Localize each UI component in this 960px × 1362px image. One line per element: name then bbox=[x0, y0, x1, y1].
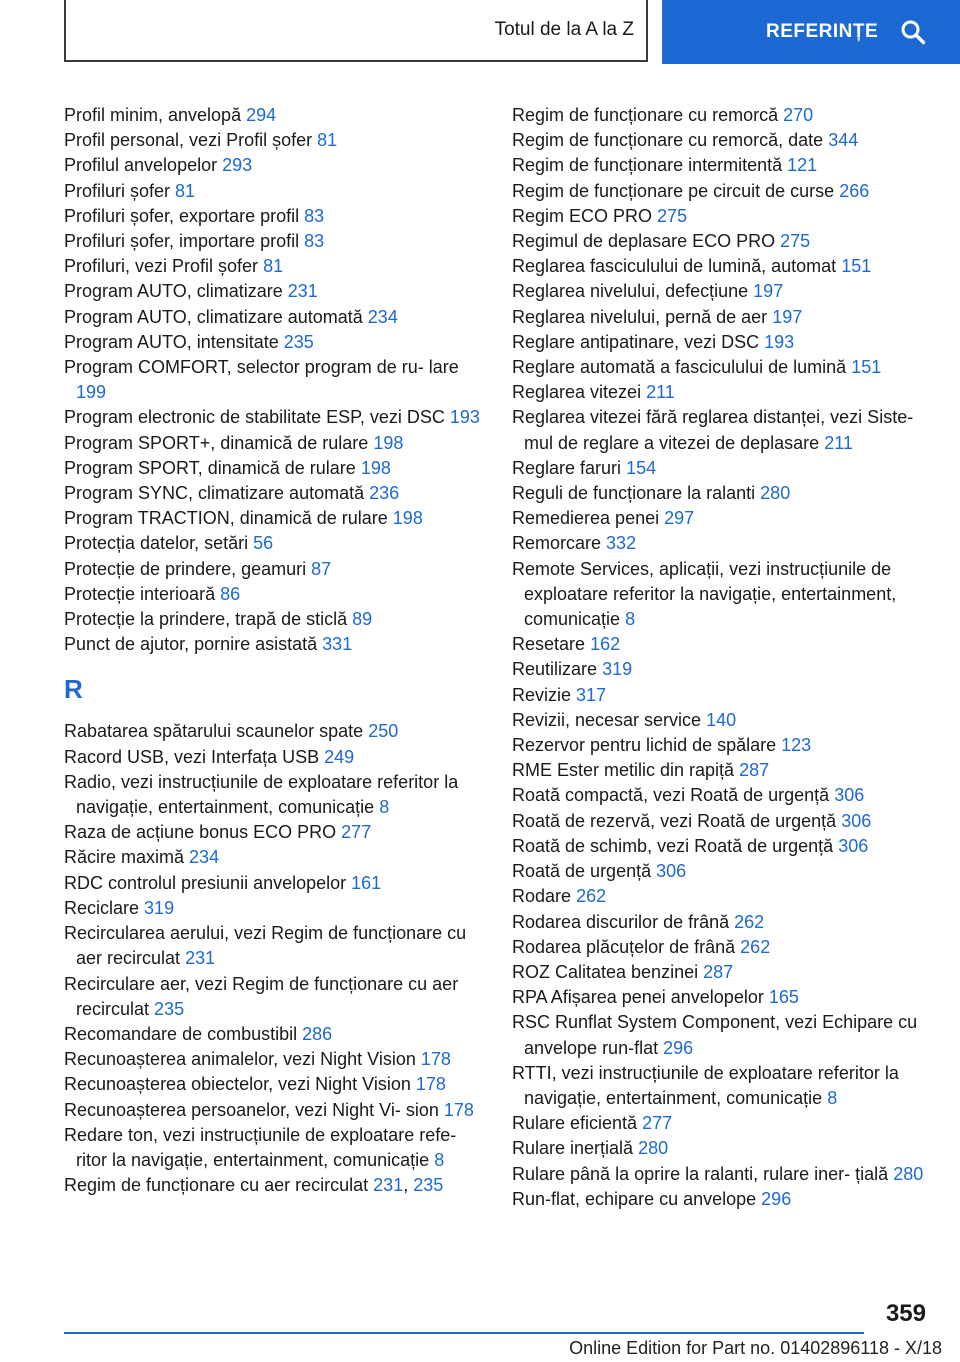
index-entry bbox=[512, 456, 932, 481]
page-link[interactable]: 83 bbox=[304, 205, 325, 226]
index-entry-text: Roată de urgență bbox=[512, 861, 652, 882]
index-entry bbox=[512, 783, 932, 808]
page-link[interactable]: 262 bbox=[734, 911, 765, 932]
index-entry-text: Remote Services, aplicații, vezi instrucțiunile de exploatare referitor la navigație, entertainment, comunicație bbox=[512, 558, 897, 630]
index-letter-heading: R bbox=[64, 674, 83, 705]
page-link[interactable]: 280 bbox=[638, 1138, 669, 1159]
index-entry-text: Program electronic de stabilitate ESP, vezi DSC bbox=[64, 407, 445, 428]
index-entry-text: Racord USB, vezi Interfața USB bbox=[64, 746, 320, 767]
index-entry bbox=[512, 330, 932, 355]
page-link[interactable]: 8 bbox=[434, 1149, 445, 1170]
page-link[interactable]: 235 bbox=[413, 1175, 444, 1196]
page-link[interactable]: 280 bbox=[893, 1163, 924, 1184]
index-entry-text: Rulare până la oprire la ralanti, rulare iner‐ țială bbox=[512, 1163, 889, 1184]
index-entry-text: Revizie bbox=[512, 684, 572, 705]
index-entry-text: Protecție la prindere, trapă de sticlă bbox=[64, 609, 348, 630]
index-entry-text: Reglarea nivelului, pernă de aer bbox=[512, 306, 768, 327]
page-link[interactable]: 231 bbox=[287, 281, 318, 302]
page-link[interactable]: 87 bbox=[311, 558, 332, 579]
index-entry-text: Profil minim, anvelopă bbox=[64, 105, 242, 125]
page-link[interactable]: 277 bbox=[642, 1113, 673, 1134]
index-entry-text: Recircularea aerului, vezi Regim de funcționare cu aer recirculat bbox=[64, 923, 467, 969]
index-entry-text: Recunoașterea persoanelor, vezi Night Vi‐ sion bbox=[64, 1099, 439, 1120]
index-entry bbox=[512, 935, 932, 960]
index-entry-text: Profiluri șofer, exportare profil bbox=[64, 205, 300, 226]
index-entry-text: Profiluri, vezi Profil șofer bbox=[64, 256, 259, 277]
page-link[interactable]: 344 bbox=[828, 130, 859, 151]
index-entry bbox=[512, 809, 932, 834]
index-entry-text: Program AUTO, intensitate bbox=[64, 331, 279, 352]
page-link[interactable]: 286 bbox=[302, 1023, 333, 1044]
index-entry bbox=[64, 128, 484, 153]
index-entry bbox=[64, 1047, 484, 1072]
page-link[interactable]: 8 bbox=[625, 609, 636, 630]
page-link[interactable]: 319 bbox=[602, 659, 633, 680]
index-entry bbox=[512, 481, 932, 506]
index-entry bbox=[512, 758, 932, 783]
index-entry-text: Rulare inerțială bbox=[512, 1138, 634, 1159]
page-link[interactable]: 193 bbox=[449, 407, 480, 428]
index-entry-text: Roată compactă, vezi Roată de urgență bbox=[512, 785, 830, 806]
index-entry-text: Revizii, necesar service bbox=[512, 709, 702, 730]
page-link[interactable]: 306 bbox=[834, 785, 865, 806]
page-link[interactable]: 151 bbox=[851, 357, 882, 378]
index-entry bbox=[64, 1072, 484, 1097]
index-entry-text: Regim ECO PRO bbox=[512, 205, 653, 226]
index-entry-text: Reglarea fasciculului de lumină, automat bbox=[512, 256, 837, 277]
index-entry bbox=[64, 1123, 484, 1173]
index-entry bbox=[64, 330, 484, 355]
index-entry bbox=[512, 1162, 932, 1187]
index-entry bbox=[64, 506, 484, 531]
page-link[interactable]: 296 bbox=[663, 1037, 694, 1058]
index-entry-text: Remorcare bbox=[512, 533, 602, 554]
index-entry-text: Rodarea plăcuțelor de frână bbox=[512, 936, 736, 957]
page-link[interactable]: 296 bbox=[761, 1188, 792, 1209]
index-column-right bbox=[512, 103, 932, 1212]
index-entry bbox=[64, 179, 484, 204]
index-entry-text: Reglarea vitezei fără reglarea distanței, vezi Siste‐ mul de reglare a vitezei de deplasare bbox=[512, 407, 914, 453]
index-entry bbox=[64, 153, 484, 178]
page-link[interactable]: 81 bbox=[175, 180, 196, 201]
index-entry-text: Profil personal, vezi Profil șofer bbox=[64, 130, 313, 151]
page-link[interactable]: 154 bbox=[626, 457, 657, 478]
page-link[interactable]: 275 bbox=[780, 231, 811, 252]
index-entry-text: Reutilizare bbox=[512, 659, 598, 680]
index-entry-text: Regim de funcționare intermitentă bbox=[512, 155, 783, 176]
index-entry-text: Regim de funcționare pe circuit de curse bbox=[512, 180, 835, 201]
index-entry-text: Reglarea nivelului, defecțiune bbox=[512, 281, 749, 302]
page-link[interactable]: 319 bbox=[144, 897, 175, 918]
index-entry bbox=[512, 531, 932, 556]
index-entry bbox=[512, 708, 932, 733]
index-entry bbox=[512, 1136, 932, 1161]
index-entry bbox=[64, 582, 484, 607]
index-entry bbox=[512, 229, 932, 254]
page-link[interactable]: 151 bbox=[841, 256, 872, 277]
index-entry-text: Reglare automată a fasciculului de lumină bbox=[512, 357, 847, 378]
index-entry-text: Program AUTO, climatizare automată bbox=[64, 306, 363, 327]
page-link[interactable]: 306 bbox=[841, 810, 872, 831]
page-link[interactable]: 287 bbox=[739, 760, 770, 781]
page-link[interactable]: 294 bbox=[246, 105, 277, 125]
index-entry-text: Recunoașterea animalelor, vezi Night Vision bbox=[64, 1049, 416, 1070]
index-entry-text: Reciclare bbox=[64, 897, 140, 918]
index-entry-text: Recirculare aer, vezi Regim de funcționare cu aer recirculat bbox=[64, 973, 459, 1019]
index-entry bbox=[512, 204, 932, 229]
page-link[interactable]: 56 bbox=[253, 533, 274, 554]
page-link[interactable]: 275 bbox=[657, 205, 688, 226]
index-entry bbox=[64, 871, 484, 896]
page-link[interactable]: 165 bbox=[768, 987, 799, 1008]
references-label: REFERINȚE bbox=[766, 21, 879, 42]
page-link[interactable]: 277 bbox=[341, 822, 372, 843]
index-entry bbox=[512, 1187, 932, 1212]
index-entry-text: Recomandare de combustibil bbox=[64, 1023, 298, 1044]
index-entry bbox=[512, 683, 932, 708]
index-entry-text: Profilul anvelopelor bbox=[64, 155, 218, 176]
page-link[interactable]: 178 bbox=[420, 1049, 451, 1070]
page-link[interactable]: 197 bbox=[772, 306, 803, 327]
index-entry bbox=[64, 557, 484, 582]
index-entry bbox=[64, 204, 484, 229]
index-entry bbox=[512, 128, 932, 153]
index-entry bbox=[512, 1111, 932, 1136]
index-column-left bbox=[64, 103, 484, 1198]
page-link[interactable]: 199 bbox=[76, 382, 107, 403]
index-entry-text: RSC Runflat System Component, vezi Echipare cu anvelope run-flat bbox=[512, 1012, 918, 1058]
index-entry: Regim de funcționare cu aer recirculat 231, 235 bbox=[64, 1175, 444, 1196]
page-link[interactable]: 86 bbox=[220, 583, 241, 604]
page-link[interactable]: 197 bbox=[753, 281, 784, 302]
index-entry bbox=[64, 531, 484, 556]
page-link[interactable]: 178 bbox=[443, 1099, 474, 1120]
footer-edition: Online Edition for Part no. 01402896118 - X/18 bbox=[569, 1338, 942, 1358]
references-button[interactable] bbox=[662, 0, 960, 64]
index-entry-text: Protecția datelor, setări bbox=[64, 533, 249, 554]
index-entry bbox=[512, 179, 932, 204]
page-link[interactable]: 211 bbox=[646, 382, 675, 403]
index-entry-text: Protecție interioară bbox=[64, 583, 216, 604]
index-entry-text: Program SYNC, climatizare automată bbox=[64, 483, 365, 504]
page-link[interactable]: 293 bbox=[222, 155, 253, 176]
index-entry bbox=[512, 557, 932, 633]
index-entry bbox=[512, 405, 932, 455]
index-entry bbox=[512, 910, 932, 935]
index-entry-text: Protecție de prindere, geamuri bbox=[64, 558, 307, 579]
page-link[interactable]: 250 bbox=[368, 721, 399, 742]
index-entry bbox=[512, 657, 932, 682]
index-entry-text: RME Ester metilic din rapiță bbox=[512, 760, 735, 781]
page-link[interactable]: 162 bbox=[590, 634, 621, 655]
index-entry bbox=[512, 632, 932, 657]
page-link[interactable]: 121 bbox=[787, 155, 818, 176]
index-entry-text: Reglarea vitezei bbox=[512, 382, 642, 403]
index-entry bbox=[64, 431, 484, 456]
index-entry-text: RTTI, vezi instrucțiunile de exploatare referitor la navigație, entertainment, comunicație bbox=[512, 1062, 899, 1108]
index-entry bbox=[64, 405, 484, 430]
index-entry bbox=[512, 985, 932, 1010]
index-entry-text: Reguli de funcționare la ralanti bbox=[512, 483, 756, 504]
page-link[interactable]: 235 bbox=[154, 998, 185, 1019]
index-entry-text: RPA Afișarea penei anvelopelor bbox=[512, 987, 764, 1008]
page-link[interactable]: 231 bbox=[185, 948, 216, 969]
index-entry-text: Punct de ajutor, pornire asistată bbox=[64, 634, 318, 655]
page-link[interactable]: 8 bbox=[827, 1087, 838, 1108]
page-link[interactable]: 287 bbox=[703, 961, 734, 982]
index-entry bbox=[64, 279, 484, 304]
index-entry bbox=[64, 456, 484, 481]
index-entry bbox=[512, 254, 932, 279]
index-entry-text: Rodare bbox=[512, 886, 572, 907]
index-entry-text: Resetare bbox=[512, 634, 586, 655]
page-link[interactable]: 331 bbox=[322, 634, 353, 655]
index-entry bbox=[64, 632, 484, 657]
page-link[interactable]: 123 bbox=[781, 735, 812, 756]
index-entry bbox=[64, 355, 484, 405]
search-icon[interactable] bbox=[900, 19, 926, 45]
page-link[interactable]: 332 bbox=[606, 533, 637, 554]
index-entry bbox=[512, 506, 932, 531]
index-entry bbox=[64, 607, 484, 632]
page-link[interactable]: 178 bbox=[415, 1074, 446, 1095]
page-number: 359 bbox=[885, 1300, 926, 1327]
page-link[interactable]: 306 bbox=[838, 835, 869, 856]
index-entry-text: Rulare eficientă bbox=[512, 1113, 638, 1134]
index-entry bbox=[512, 103, 932, 128]
page-link[interactable]: 297 bbox=[664, 508, 695, 529]
index-entry-text: RDC controlul presiunii anvelopelor bbox=[64, 872, 347, 893]
index-entry bbox=[512, 380, 932, 405]
index-entry-text: Rezervor pentru lichid de spălare bbox=[512, 735, 777, 756]
index-entry bbox=[512, 153, 932, 178]
index-entry bbox=[64, 103, 484, 128]
page-link[interactable]: 262 bbox=[740, 936, 771, 957]
index-entry-text: Regimul de deplasare ECO PRO bbox=[512, 231, 776, 252]
index-entry bbox=[512, 859, 932, 884]
index-entry-text: Program TRACTION, dinamică de rulare bbox=[64, 508, 388, 529]
page-link[interactable]: 161 bbox=[351, 872, 382, 893]
page-link[interactable]: 235 bbox=[283, 331, 314, 352]
page-link[interactable]: 306 bbox=[656, 861, 687, 882]
index-entry-text: Regim de funcționare cu remorcă bbox=[512, 105, 779, 125]
index-entry-text: Reglare faruri bbox=[512, 457, 622, 478]
page-link[interactable]: 211 bbox=[824, 432, 853, 453]
page-link[interactable]: 317 bbox=[576, 684, 607, 705]
index-entry-text: Reglare antipatinare, vezi DSC bbox=[512, 331, 760, 352]
index-entry bbox=[512, 279, 932, 304]
page-link[interactable]: 198 bbox=[373, 432, 404, 453]
index-entry bbox=[64, 845, 484, 870]
index-entry-text: Rodarea discurilor de frână bbox=[512, 911, 730, 932]
page-link[interactable]: 81 bbox=[317, 130, 338, 151]
page-link[interactable]: 270 bbox=[783, 105, 814, 125]
index-entry bbox=[512, 834, 932, 859]
page-link[interactable]: 249 bbox=[324, 746, 355, 767]
index-entry-text: Program COMFORT, selector program de ru‐ lare bbox=[64, 357, 459, 378]
index-entry-text: ROZ Calitatea benzinei bbox=[512, 961, 699, 982]
index-entry-text: Raza de acțiune bonus ECO PRO bbox=[64, 822, 337, 843]
index-entry-text: Program SPORT+, dinamică de rulare bbox=[64, 432, 369, 453]
page-link[interactable]: 198 bbox=[392, 508, 423, 529]
page-link[interactable]: 236 bbox=[369, 483, 400, 504]
page-link[interactable]: 266 bbox=[839, 180, 870, 201]
index-entry bbox=[64, 229, 484, 254]
index-entry-text: Recunoașterea obiectelor, vezi Night Vision bbox=[64, 1074, 411, 1095]
index-entry bbox=[512, 355, 932, 380]
index-entry bbox=[512, 1061, 932, 1111]
index-entry bbox=[512, 884, 932, 909]
index-entry-text: Redare ton, vezi instrucțiunile de exploatare refe‐ ritor la navigație, entertainment, comunicație bbox=[64, 1124, 457, 1170]
index-entry-text: Regim de funcționare cu aer recirculat bbox=[64, 1175, 369, 1196]
index-entry-text: Run-flat, echipare cu anvelope bbox=[512, 1188, 757, 1209]
index-entry-text: Radio, vezi instrucțiunile de exploatare referitor la navigație, entertainment, comunicație bbox=[64, 771, 459, 818]
index-entry bbox=[64, 305, 484, 330]
index-entry bbox=[64, 972, 484, 1022]
index-entry bbox=[64, 1022, 484, 1047]
index-entry-text: Rabatarea spătarului scaunelor spate bbox=[64, 721, 364, 742]
page-link[interactable]: 193 bbox=[764, 331, 795, 352]
page-link[interactable]: 81 bbox=[263, 256, 284, 277]
index-entry bbox=[64, 896, 484, 921]
index-entry-text: Roată de rezervă, vezi Roată de urgență bbox=[512, 810, 837, 831]
page-link[interactable]: 8 bbox=[379, 797, 390, 818]
index-entry bbox=[64, 481, 484, 506]
page-link[interactable]: 140 bbox=[706, 709, 737, 730]
index-entry bbox=[512, 305, 932, 330]
index-entry-text: Remedierea penei bbox=[512, 508, 660, 529]
section-title: Totul de la A la Z bbox=[494, 19, 634, 40]
page-link[interactable]: 234 bbox=[189, 847, 220, 868]
page-link[interactable]: 198 bbox=[360, 457, 391, 478]
index-entry-text: Regim de funcționare cu remorcă, date bbox=[512, 130, 824, 151]
index-entry bbox=[512, 733, 932, 758]
page-link[interactable]: 231 bbox=[373, 1175, 404, 1196]
page-link[interactable]: 234 bbox=[367, 306, 398, 327]
index-entry-text: Răcire maximă bbox=[64, 847, 185, 868]
index-entry bbox=[64, 254, 484, 279]
index-entry bbox=[64, 921, 484, 971]
index-entry bbox=[64, 1098, 484, 1123]
index-entry-text: Profiluri șofer bbox=[64, 180, 171, 201]
page-link[interactable]: 280 bbox=[760, 483, 791, 504]
index-entry bbox=[512, 1010, 932, 1060]
index-entry-text: Roată de schimb, vezi Roată de urgență bbox=[512, 835, 834, 856]
index-entry bbox=[64, 719, 484, 744]
index-entry-text: Profiluri șofer, importare profil bbox=[64, 231, 300, 252]
index-entry bbox=[64, 770, 484, 820]
index-entry-text: Program SPORT, dinamică de rulare bbox=[64, 457, 356, 478]
index-entry bbox=[512, 960, 932, 985]
footer-divider bbox=[64, 1332, 864, 1334]
page-link[interactable]: 83 bbox=[304, 231, 325, 252]
index-entry bbox=[64, 745, 484, 770]
index-entry bbox=[64, 820, 484, 845]
section-tab bbox=[64, 0, 648, 62]
page-link[interactable]: 89 bbox=[352, 609, 373, 630]
page-link[interactable]: 262 bbox=[576, 886, 607, 907]
index-entry-text: Program AUTO, climatizare bbox=[64, 281, 283, 302]
